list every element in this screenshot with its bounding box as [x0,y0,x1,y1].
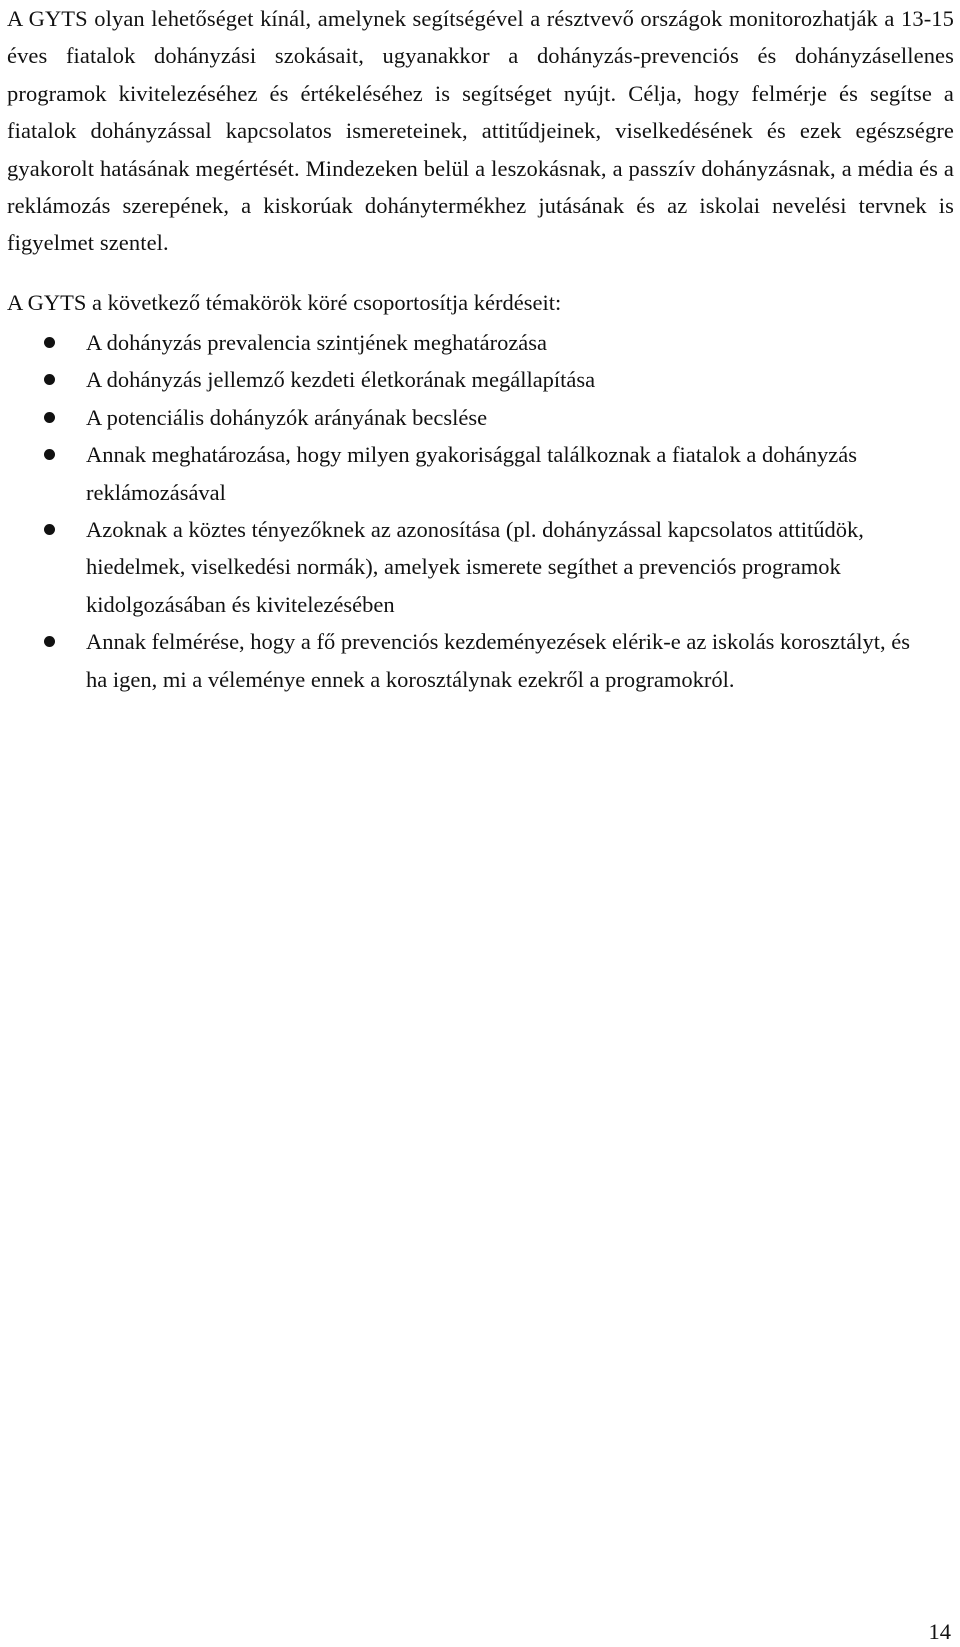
list-item [0,399,916,436]
intro-paragraph: A GYTS olyan lehetőséget kínál, amelynek segítségével a résztvevő országok monitorozhatják a 13-15 éves fiatalok dohányzási szokásait, ugyanakkor a dohányzás-prevenciós és dohányzásellenes programok kivitelezéséhez és értékeléséhez is segítséget nyújt. Célja, hogy felmérje és segítse a fiatalok dohányzással kapcsolatos ismereteinek, attitűdjeinek, viselkedésének és ezek egészségre gyakorolt hatásának megértését. Mindezeken belül a leszokásnak, a passzív dohányzásnak, a média és a reklámozás szerepének, a kiskorúak dohánytermékhez jutásának és az iskolai nevelési tervnek is figyelmet szentel. [7,6,954,256]
bullet-icon [44,449,55,460]
list-item-text: Annak meghatározása, hogy milyen gyakorisággal találkoznak a fiatalok a dohányzás reklámozásával [86,442,857,505]
list-item [0,511,916,623]
bullet-icon [44,337,55,348]
list-item [0,623,916,698]
list-item [0,361,916,398]
list-item-text: A potenciális dohányzók arányának becslése [86,404,488,430]
list-item [0,436,916,511]
page-number: 14 [928,1619,951,1644]
bullet-icon [44,412,55,423]
bullet-icon [44,524,55,535]
list-item-text: A dohányzás prevalencia szintjének meghatározása [86,330,548,355]
list-item-text: A dohányzás jellemző kezdeti életkorának megállapítása [86,367,596,393]
list-item [0,324,916,361]
list-item-text: Annak felmérése, hogy a fő prevenciós kezdeményezések elérik-e az iskolás korosztályt, és ha igen, mi a véleménye ennek a korosztálynak ezekről a programokról. [86,629,911,692]
bullet-icon [44,374,55,385]
topics-lead-sentence: A GYTS a következő témakörök köré csoportosítja kérdéseit: [7,290,562,315]
bullet-icon [44,636,55,647]
list-item-text: Azoknak a köztes tényezőknek az azonosítása (pl. dohányzással kapcsolatos attitűdök, hiedelmek, viselkedési normák), amelyek ismerete segíthet a prevenciós programok kidolgozásában és kivitelezésében [86,517,864,617]
topics-list [0,324,960,698]
